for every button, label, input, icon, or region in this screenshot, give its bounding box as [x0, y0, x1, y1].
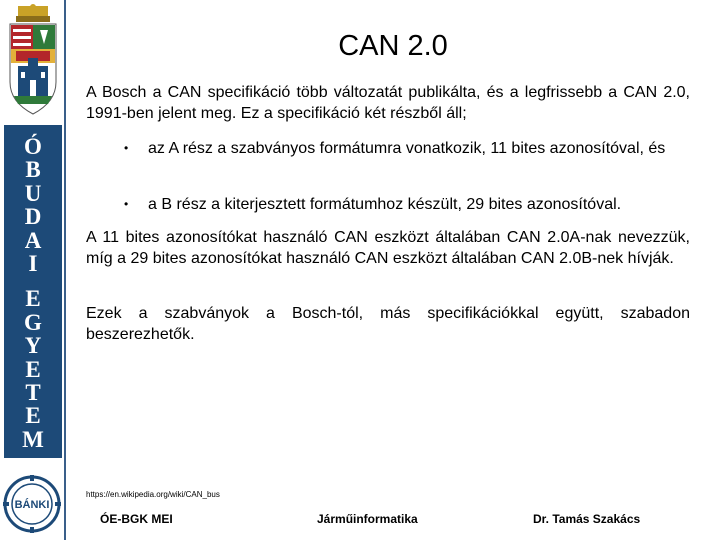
- footer-course: Járműinformatika: [317, 512, 418, 526]
- paragraph-2: A 11 bites azonosítókat használó CAN eszközt általában CAN 2.0A-nak nevezzük, míg a 29 bites azonosítókat használó CAN eszközt általában CAN 2.0B-nek hívják.: [86, 229, 690, 267]
- university-letter: E: [25, 356, 41, 382]
- paragraph-3: Ezek a szabványok a Bosch-tól, más specifikációkkal együtt, szabadon beszerezhetők.: [86, 305, 690, 343]
- university-letter: G: [24, 309, 42, 335]
- university-letter: A: [24, 227, 42, 253]
- university-name-band: [4, 125, 62, 458]
- university-letter: B: [25, 157, 41, 183]
- university-letter: M: [22, 426, 44, 452]
- left-banner: [0, 0, 66, 540]
- university-letter: U: [24, 180, 42, 206]
- divider-line: [64, 0, 66, 540]
- university-letter: Ó: [24, 134, 42, 159]
- university-letter: Y: [24, 333, 42, 359]
- university-letter: E: [25, 403, 41, 429]
- bullet-item: [124, 194, 690, 215]
- bullet-text: a B rész a kiterjesztett formátumhoz készült, 29 bites azonosítóval.: [148, 196, 622, 213]
- university-letter: T: [25, 380, 41, 406]
- intro-paragraph: A Bosch a CAN specifikáció több változatát publikálta, és a legfrissebb a CAN 2.0, 1991-ben jelent meg. Ez a specifikáció két részből áll;: [86, 84, 690, 122]
- coat-of-arms-icon: [4, 4, 62, 122]
- footer-department: ÓE-BGK MEI: [100, 512, 173, 526]
- logo-text: BÁNKI: [14, 499, 50, 511]
- bullet-item: [124, 138, 690, 159]
- university-letter: E: [25, 286, 41, 312]
- university-letter: I: [28, 251, 38, 277]
- university-name: [4, 135, 62, 451]
- university-letter: D: [24, 204, 42, 230]
- banki-logo-icon: [2, 474, 62, 534]
- bullet-icon: •: [124, 141, 129, 155]
- footer-author: Dr. Tamás Szakács: [533, 512, 641, 526]
- slide-title: CAN 2.0: [338, 30, 448, 62]
- bullet-text: az A rész a szabványos formátumra vonatkozik, 11 bites azonosítóval, és: [148, 140, 666, 157]
- source-link[interactable]: https://en.wikipedia.org/wiki/CAN_bus: [86, 490, 220, 499]
- bullet-icon: •: [124, 197, 129, 211]
